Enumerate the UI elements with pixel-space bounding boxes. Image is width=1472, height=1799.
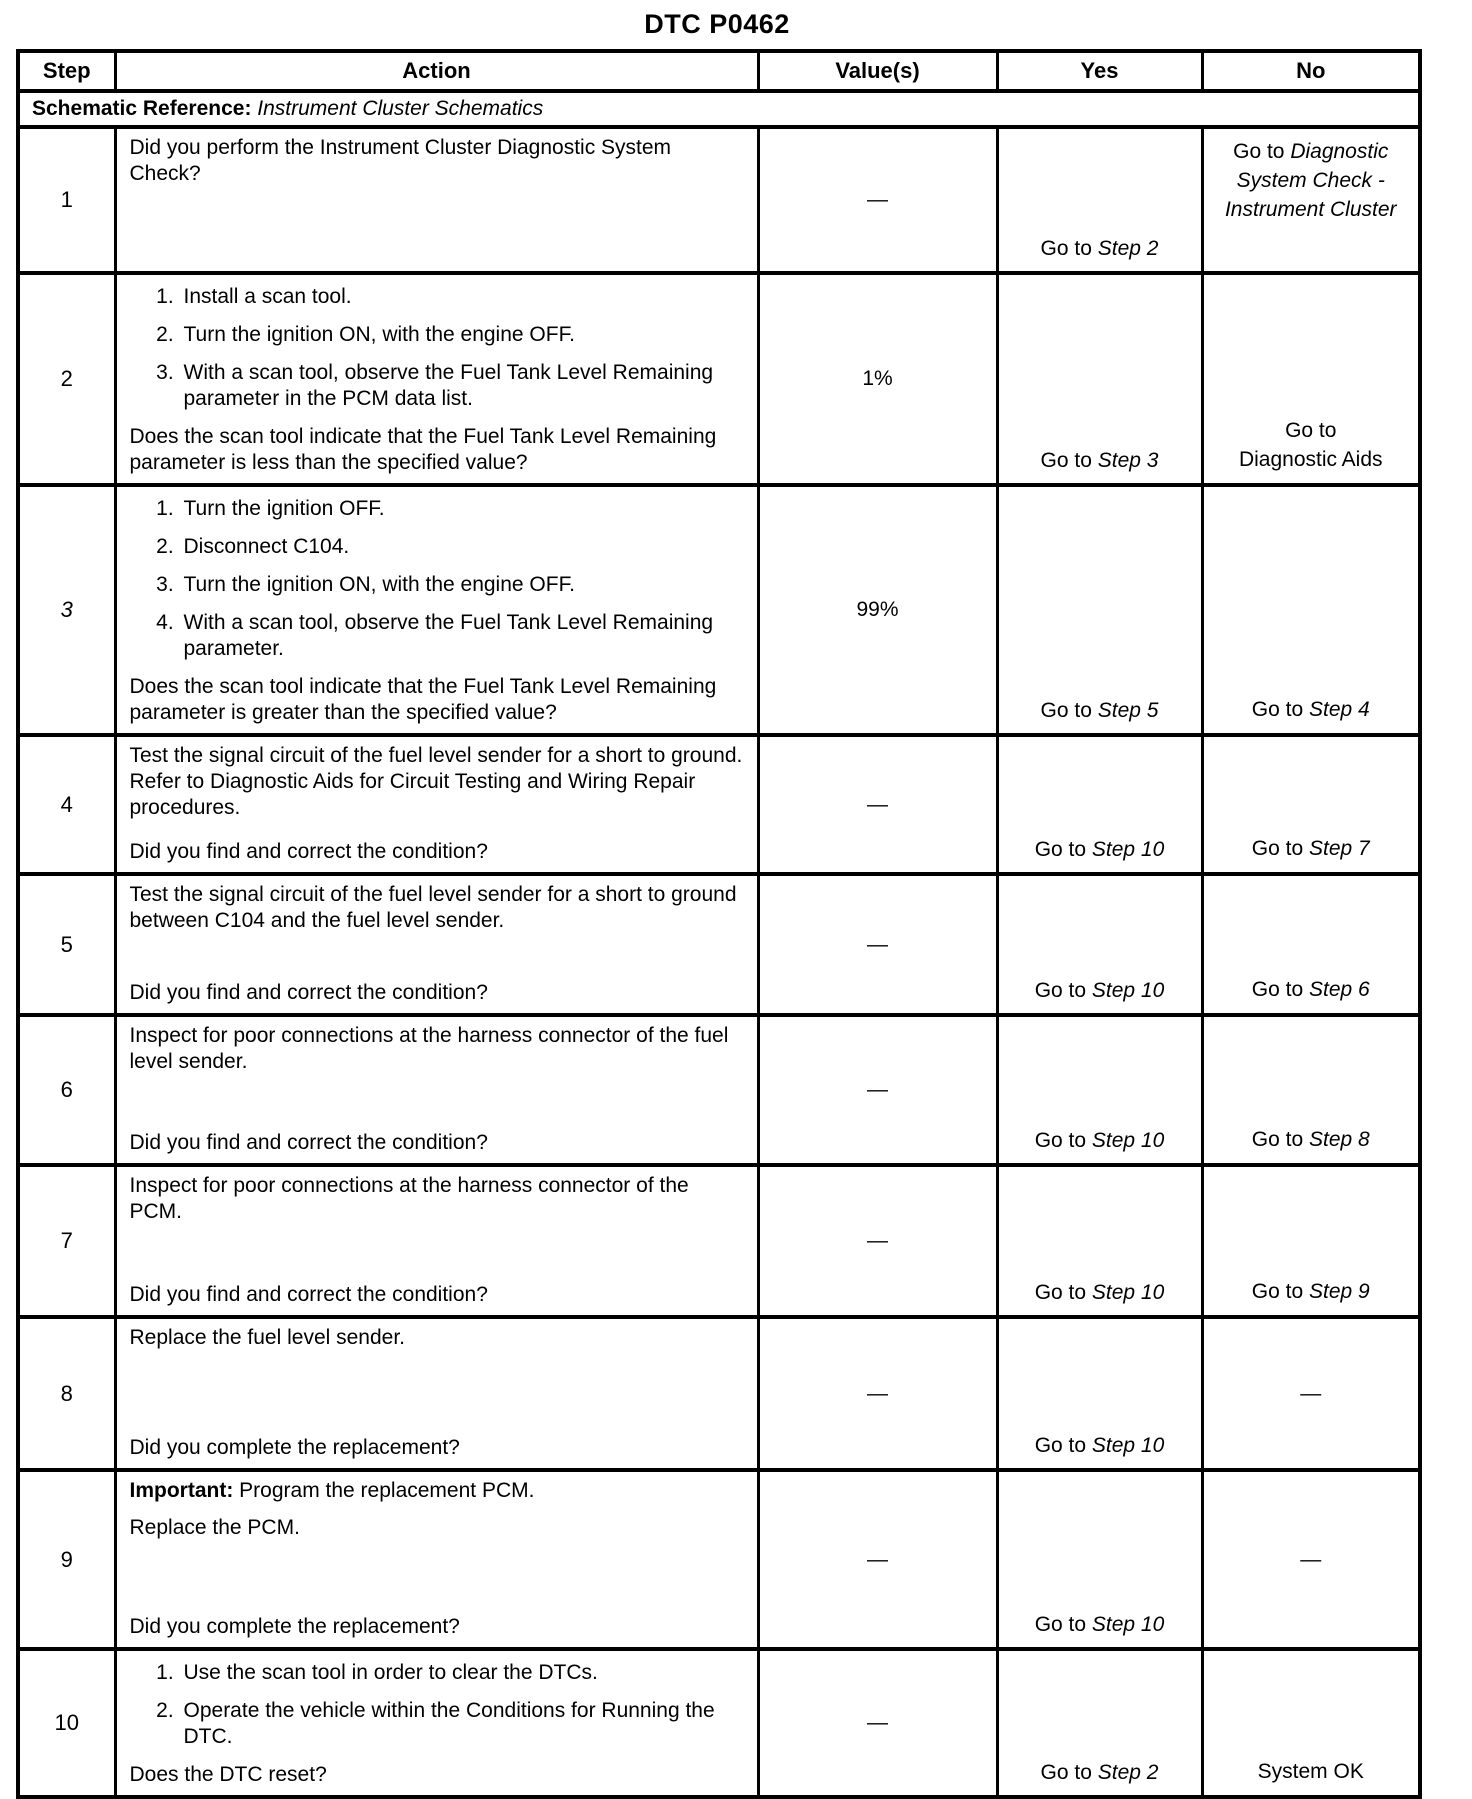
action-paragraph: Test the signal circuit of the fuel level sender for a short to ground between C104 and the fuel level sender.	[129, 883, 737, 932]
schematic-reference-row	[18, 91, 1420, 127]
step-number: 6	[18, 1015, 115, 1165]
no-cell: Go to Step 4	[1202, 485, 1420, 735]
action-cell	[115, 1165, 758, 1317]
value-cell: —	[758, 1015, 997, 1165]
action-cell	[115, 874, 758, 1015]
table-row-step-2	[18, 273, 1420, 485]
action-cell	[115, 1470, 758, 1649]
table-row-step-8	[18, 1317, 1420, 1470]
yes-cell: Go to Step 10	[997, 1470, 1202, 1649]
no-cell: Go to Step 6	[1202, 874, 1420, 1015]
action-list-item: 2. Operate the vehicle within the Conditions for Running the DTC.	[180, 1698, 747, 1750]
action-paragraph: Inspect for poor connections at the harness connector of the fuel level sender.	[129, 1024, 729, 1073]
yes-cell: Go to Step 10	[997, 874, 1202, 1015]
action-question: Did you find and correct the condition?	[129, 1283, 488, 1306]
table-row-step-1	[18, 127, 1420, 273]
action-list-item: 1. Use the scan tool in order to clear the DTCs.	[180, 1660, 747, 1686]
action-cell	[115, 1317, 758, 1470]
value-cell: —	[758, 1165, 997, 1317]
action-list-item: 3. Turn the ignition ON, with the engine OFF.	[180, 572, 747, 598]
value-cell: —	[758, 1470, 997, 1649]
action-cell	[115, 273, 758, 485]
no-cell: Go to Step 8	[1202, 1015, 1420, 1165]
action-cell	[115, 735, 758, 874]
action-paragraph: Test the signal circuit of the fuel level sender for a short to ground. Refer to Diagnostic Aids for Circuit Testing and Wiring Repair procedures.	[129, 744, 743, 819]
action-paragraph: Replace the PCM.	[129, 1516, 300, 1539]
action-list	[130, 1660, 747, 1750]
action-paragraph: Inspect for poor connections at the harness connector of the PCM.	[129, 1174, 689, 1223]
important-label: Important:	[129, 1479, 234, 1502]
table-row-step-10	[18, 1649, 1420, 1797]
no-cell: Go to Diagnostic Aids	[1202, 273, 1420, 485]
col-header-step: Step	[18, 51, 115, 91]
table-row-step-5	[18, 874, 1420, 1015]
action-question: Does the scan tool indicate that the Fuel Tank Level Remaining parameter is greater than the specified value?	[129, 675, 717, 724]
value-cell: —	[758, 1317, 997, 1470]
no-cell: Go to Step 7	[1202, 735, 1420, 874]
step-number: 5	[18, 874, 115, 1015]
yes-cell: Go to Step 5	[997, 485, 1202, 735]
no-cell: System OK	[1202, 1649, 1420, 1797]
col-header-values: Value(s)	[758, 51, 997, 91]
value-cell: —	[758, 1649, 997, 1797]
step-number: 4	[18, 735, 115, 874]
action-cell	[115, 485, 758, 735]
yes-cell: Go to Step 10	[997, 1015, 1202, 1165]
step-number: 7	[18, 1165, 115, 1317]
action-question: Did you complete the replacement?	[129, 1615, 460, 1638]
yes-cell: Go to Step 2	[997, 1649, 1202, 1797]
table-row-step-6	[18, 1015, 1420, 1165]
no-cell: Go to Step 9	[1202, 1165, 1420, 1317]
col-header-yes: Yes	[997, 51, 1202, 91]
action-paragraph: Did you perform the Instrument Cluster Diagnostic System Check?	[129, 136, 672, 185]
schematic-reference-value: Instrument Cluster Schematics	[257, 97, 544, 120]
no-cell: —	[1202, 1470, 1420, 1649]
header-row	[18, 51, 1420, 91]
table-row-step-4	[18, 735, 1420, 874]
step-number: 9	[18, 1470, 115, 1649]
schematic-reference	[18, 91, 1420, 127]
step-number: 10	[18, 1649, 115, 1797]
table-row-step-3	[18, 485, 1420, 735]
step-number: 3	[18, 485, 115, 735]
col-header-action: Action	[115, 51, 758, 91]
action-important-note: Important: Program the replacement PCM.	[129, 1479, 535, 1502]
value-cell: 99%	[758, 485, 997, 735]
step-number: 8	[18, 1317, 115, 1470]
value-cell: 1%	[758, 273, 997, 485]
no-cell: Go to Diagnostic System Check - Instrument Cluster	[1202, 127, 1420, 273]
action-question: Did you find and correct the condition?	[129, 1131, 488, 1154]
step-number: 1	[18, 127, 115, 273]
value-cell: —	[758, 874, 997, 1015]
action-question: Did you complete the replacement?	[129, 1436, 460, 1459]
page-title: DTC P0462	[644, 9, 790, 39]
action-list-item: 1. Turn the ignition OFF.	[180, 496, 747, 522]
action-list	[130, 496, 747, 662]
action-list	[130, 284, 747, 412]
action-question: Did you find and correct the condition?	[129, 840, 488, 863]
table-row-step-9	[18, 1470, 1420, 1649]
action-question: Does the DTC reset?	[129, 1763, 327, 1786]
yes-cell: Go to Step 10	[997, 735, 1202, 874]
action-list-item: 2. Disconnect C104.	[180, 534, 747, 560]
action-list-item: 2. Turn the ignition ON, with the engine OFF.	[180, 322, 747, 348]
schematic-reference-label: Schematic Reference:	[32, 97, 252, 120]
action-cell	[115, 1649, 758, 1797]
col-header-no: No	[1202, 51, 1420, 91]
action-cell	[115, 1015, 758, 1165]
action-paragraph: Replace the fuel level sender.	[129, 1326, 406, 1349]
yes-cell: Go to Step 10	[997, 1165, 1202, 1317]
diagnostic-table	[16, 49, 1422, 1799]
yes-cell: Go to Step 2	[997, 127, 1202, 273]
action-question: Does the scan tool indicate that the Fuel Tank Level Remaining parameter is less than the specified value?	[129, 425, 717, 474]
action-question: Did you find and correct the condition?	[129, 981, 488, 1004]
value-cell: —	[758, 735, 997, 874]
action-list-item: 4. With a scan tool, observe the Fuel Tank Level Remaining parameter.	[180, 610, 747, 662]
no-cell: —	[1202, 1317, 1420, 1470]
value-cell: —	[758, 127, 997, 273]
step-number: 2	[18, 273, 115, 485]
yes-cell: Go to Step 3	[997, 273, 1202, 485]
action-list-item: 3. With a scan tool, observe the Fuel Tank Level Remaining parameter in the PCM data list.	[180, 360, 747, 412]
yes-cell: Go to Step 10	[997, 1317, 1202, 1470]
action-list-item: 1. Install a scan tool.	[180, 284, 747, 310]
table-row-step-7	[18, 1165, 1420, 1317]
action-cell	[115, 127, 758, 273]
